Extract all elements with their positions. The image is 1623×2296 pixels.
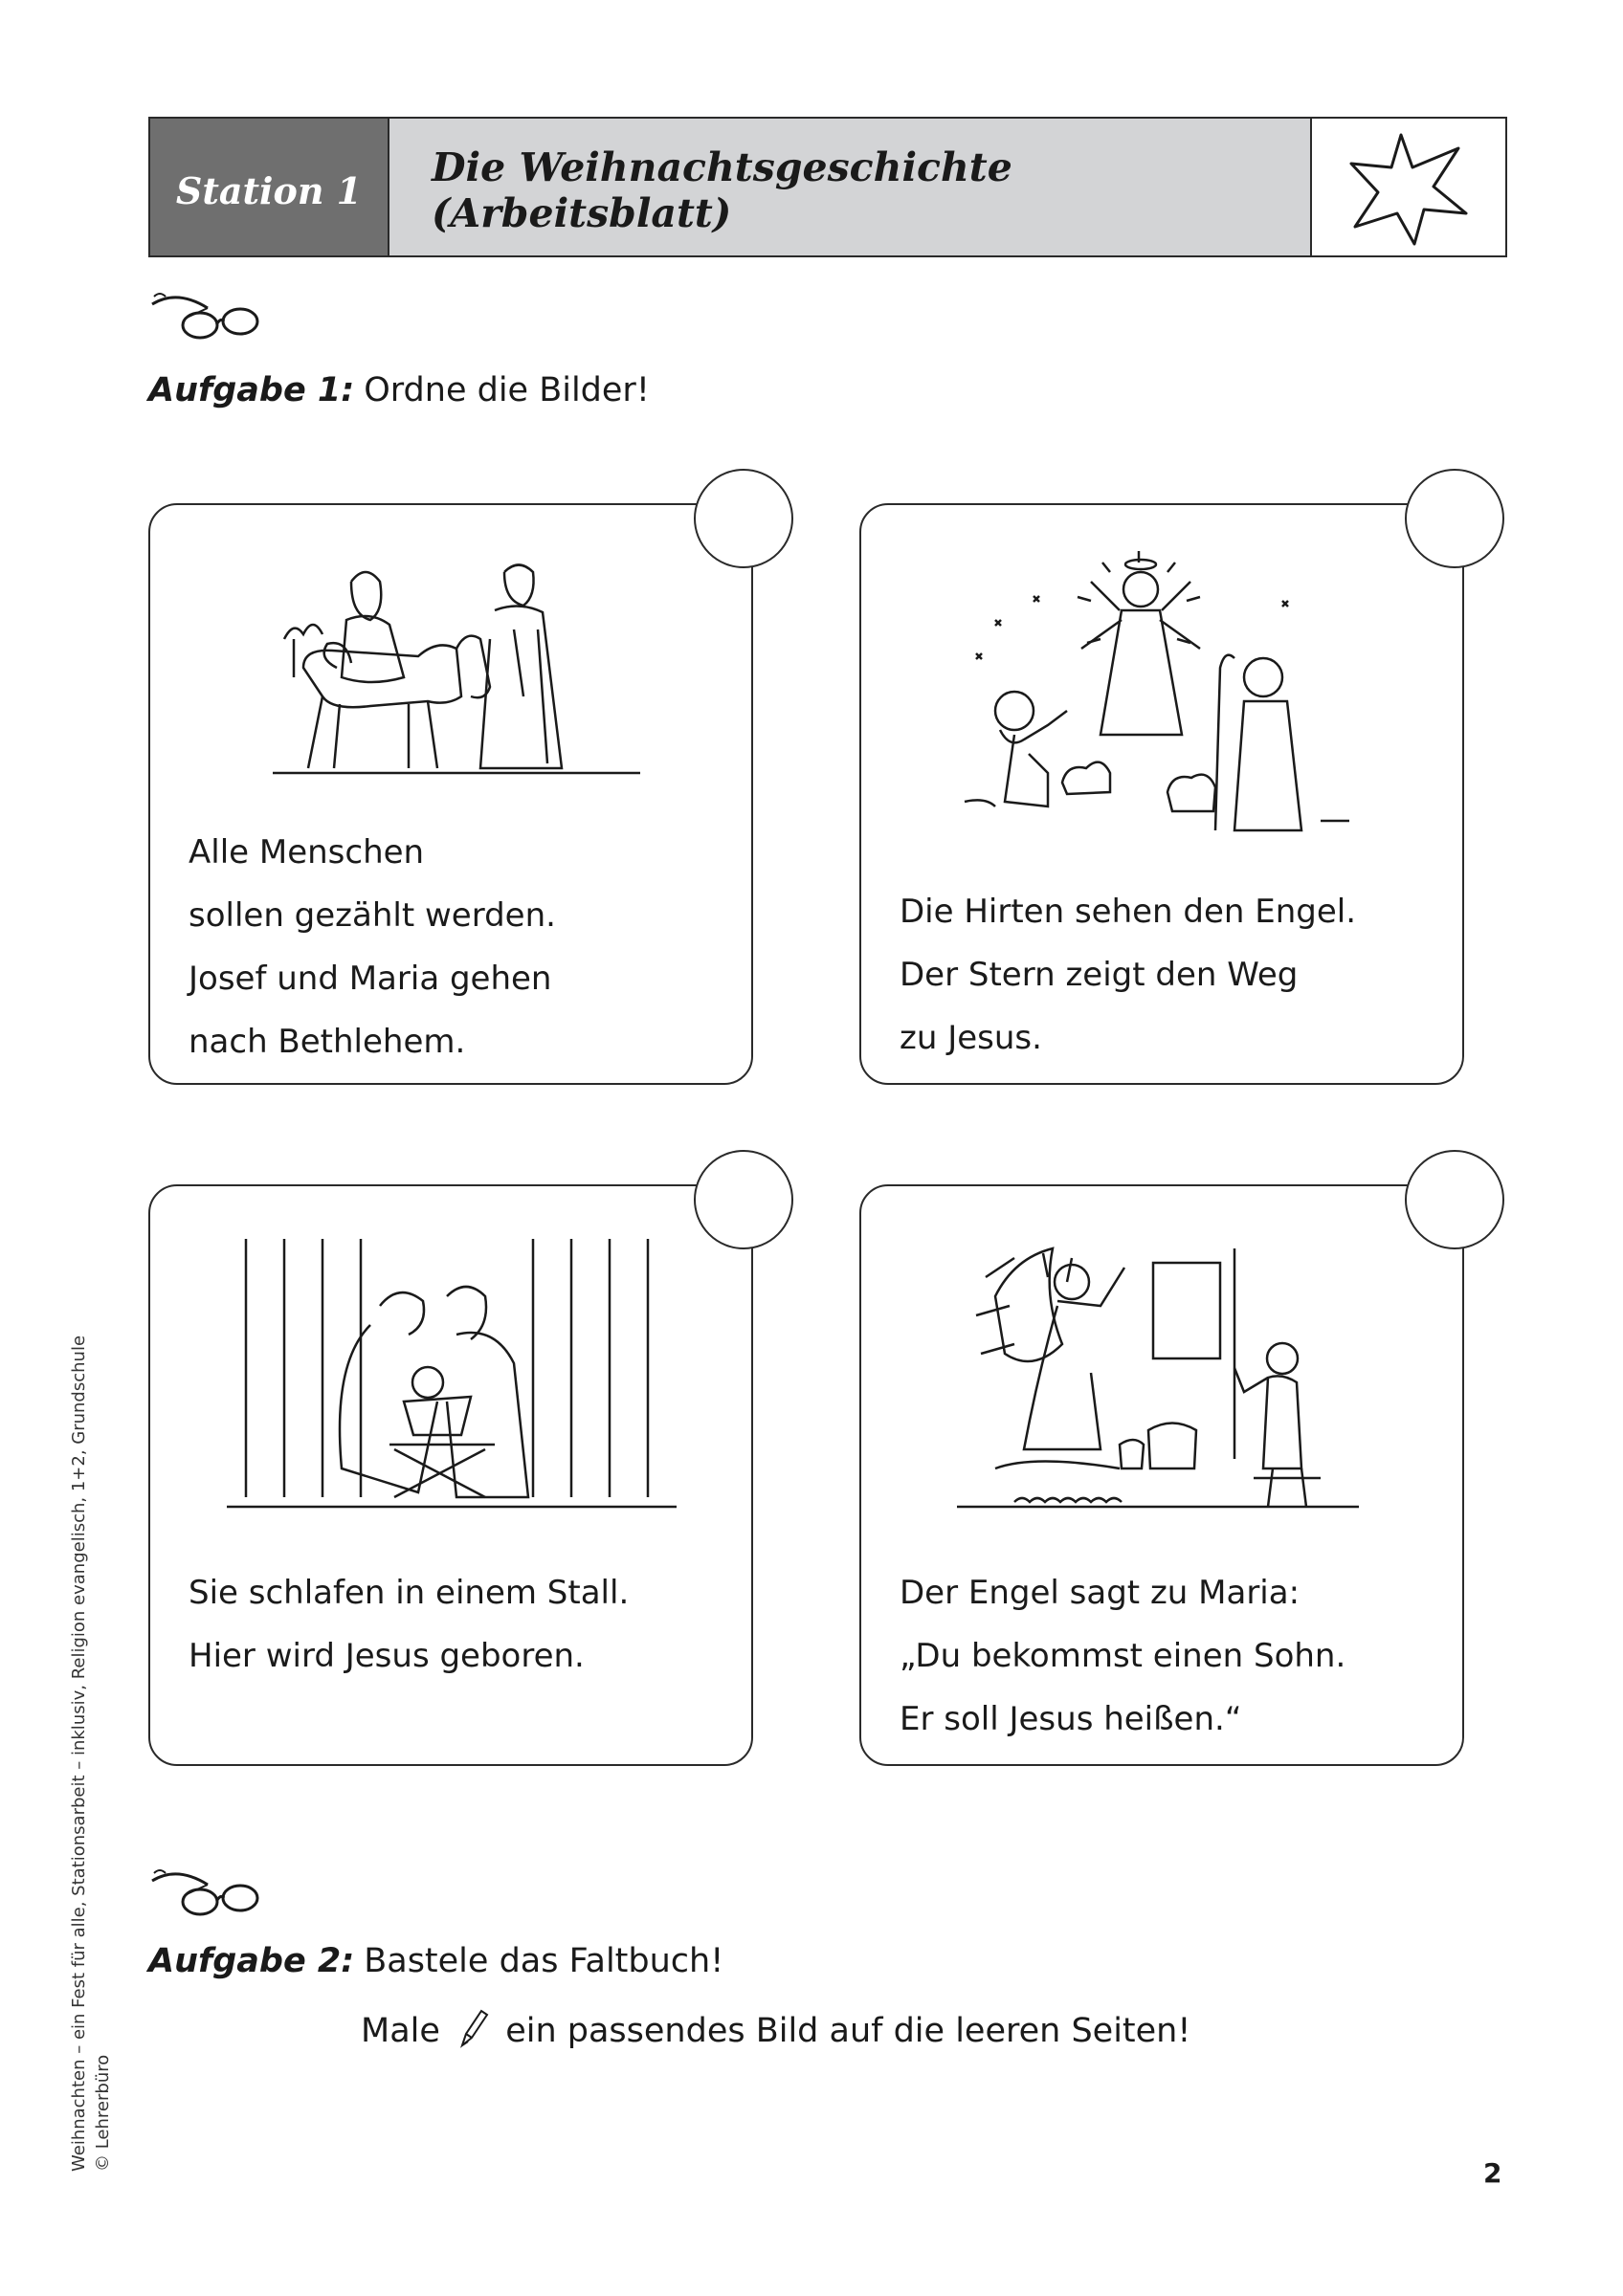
card-4-text: [900, 1561, 1345, 1751]
card-text-line: Alle Menschen: [189, 833, 425, 872]
page-title: Die Weihnachtsgeschichte (Arbeitsblatt): [389, 119, 1312, 255]
card-3-text: [189, 1561, 629, 1688]
angel-shepherds-illustration: [957, 543, 1359, 850]
task-2-text: Bastele das Faltbuch!: [364, 1942, 724, 1980]
caption-line-2: © Lehrerbüro: [93, 2054, 113, 2172]
station-header: [148, 117, 1507, 257]
card-text-line: Er soll Jesus heißen.“: [900, 1700, 1242, 1738]
card-1-text: [189, 821, 556, 1073]
mary-on-donkey-illustration: [265, 543, 648, 802]
angel-mary-illustration: [957, 1239, 1359, 1526]
task-2: [148, 1942, 723, 1980]
task-1: [148, 371, 650, 409]
card-text-line: Hier wird Jesus geboren.: [189, 1637, 585, 1675]
page-number: 2: [1483, 2157, 1502, 2189]
task-1-text: Ordne die Bilder!: [364, 371, 650, 409]
pencil-icon: [456, 2007, 489, 2049]
task-1-label: Aufgabe 1:: [148, 371, 355, 409]
card-text-line: Die Hirten sehen den Engel.: [900, 893, 1357, 931]
task-2-label: Aufgabe 2:: [148, 1942, 355, 1980]
glasses-icon: [148, 1864, 265, 1923]
holy-family-stable-illustration: [227, 1229, 677, 1526]
card-text-line: Josef und Maria gehen: [189, 960, 552, 998]
task-2-line-2-before: Male: [361, 2012, 440, 2050]
order-number-circle-3[interactable]: [694, 1150, 793, 1249]
task-2-line-2: [361, 2007, 1190, 2050]
story-card-1: [148, 503, 753, 1085]
order-number-circle-1[interactable]: [694, 469, 793, 568]
task-2-line-2-after: ein passendes Bild auf die leeren Seiten!: [505, 2012, 1191, 2050]
caption-line-1: Weihnachten – ein Fest für alle, Stationsarbeit – inklusiv, Religion evangelisch, 1+2, Grundschule: [69, 1335, 89, 2172]
station-label: Station 1: [150, 119, 389, 255]
card-text-line: „Du bekommst einen Sohn.: [900, 1637, 1346, 1675]
story-card-3: [148, 1184, 753, 1766]
star-outline-icon: [1312, 119, 1505, 255]
card-text-line: Sie schlafen in einem Stall.: [189, 1574, 630, 1612]
card-text-line: nach Bethlehem.: [189, 1023, 466, 1061]
card-2-text: [900, 880, 1356, 1070]
card-text-line: sollen gezählt werden.: [189, 896, 556, 935]
card-text-line: Der Engel sagt zu Maria:: [900, 1574, 1301, 1612]
story-card-4: [859, 1184, 1464, 1766]
card-text-line: Der Stern zeigt den Weg: [900, 956, 1299, 994]
glasses-icon: [148, 287, 265, 346]
story-card-2: [859, 503, 1464, 1085]
order-number-circle-4[interactable]: [1405, 1150, 1504, 1249]
copyright-caption: [67, 1336, 115, 2172]
order-number-circle-2[interactable]: [1405, 469, 1504, 568]
card-text-line: zu Jesus.: [900, 1019, 1042, 1057]
